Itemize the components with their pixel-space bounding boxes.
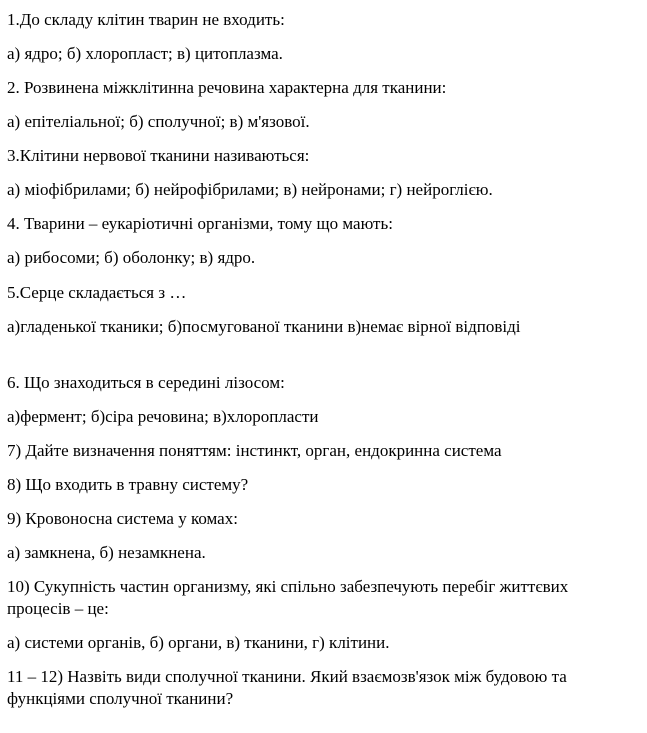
answer-options-2: а) епітеліальної; б) сполучної; в) м'язової. — [7, 112, 310, 131]
answer-options-10: а) системи органів, б) органи, в) тканини, г) клітини. — [7, 633, 390, 652]
question-1: 1.До складу клітин тварин не входить: — [7, 10, 285, 29]
question-4: 4. Тварини – еукаріотичні організми, тому що мають: — [7, 214, 393, 233]
answer-options-6: а)фермент; б)сіра речовина; в)хлоропласти — [7, 407, 319, 426]
answer-options-9: а) замкнена, б) незамкнена. — [7, 543, 206, 562]
question-6: 6. Що знаходиться в середині лізосом: — [7, 373, 285, 392]
question-11-12: 11 – 12) Назвіть види сполучної тканини. Який взаємозв'язок між будовою та функціями сполучної тканини? — [7, 667, 567, 708]
answer-options-4: а) рибосоми; б) оболонку; в) ядро. — [7, 248, 256, 267]
question-5: 5.Серце складається з … — [7, 283, 187, 302]
answer-options-5: а)гладенької тканики; б)посмугованої тканини в)немає вірної відповіді — [7, 317, 521, 336]
answer-options-3: а) міофібрилами; б) нейрофібрилами; в) нейронами; г) нейроглією. — [7, 180, 493, 199]
question-3: 3.Клітини нервової тканини називаються: — [7, 146, 310, 165]
answer-options-1: а) ядро; б) хлоропласт; в) цитоплазма. — [7, 44, 283, 63]
question-10: 10) Сукупність частин организму, які спільно забезпечують перебіг життєвих процесів – це: — [7, 577, 569, 618]
question-8: 8) Що входить в травну систему? — [7, 475, 249, 494]
question-7: 7) Дайте визначення поняттям: інстинкт, орган, ендокринна система — [7, 441, 502, 460]
question-9: 9) Кровоносна система у комах: — [7, 509, 238, 528]
question-2: 2. Розвинена міжклітинна речовина характерна для тканини: — [7, 78, 447, 97]
